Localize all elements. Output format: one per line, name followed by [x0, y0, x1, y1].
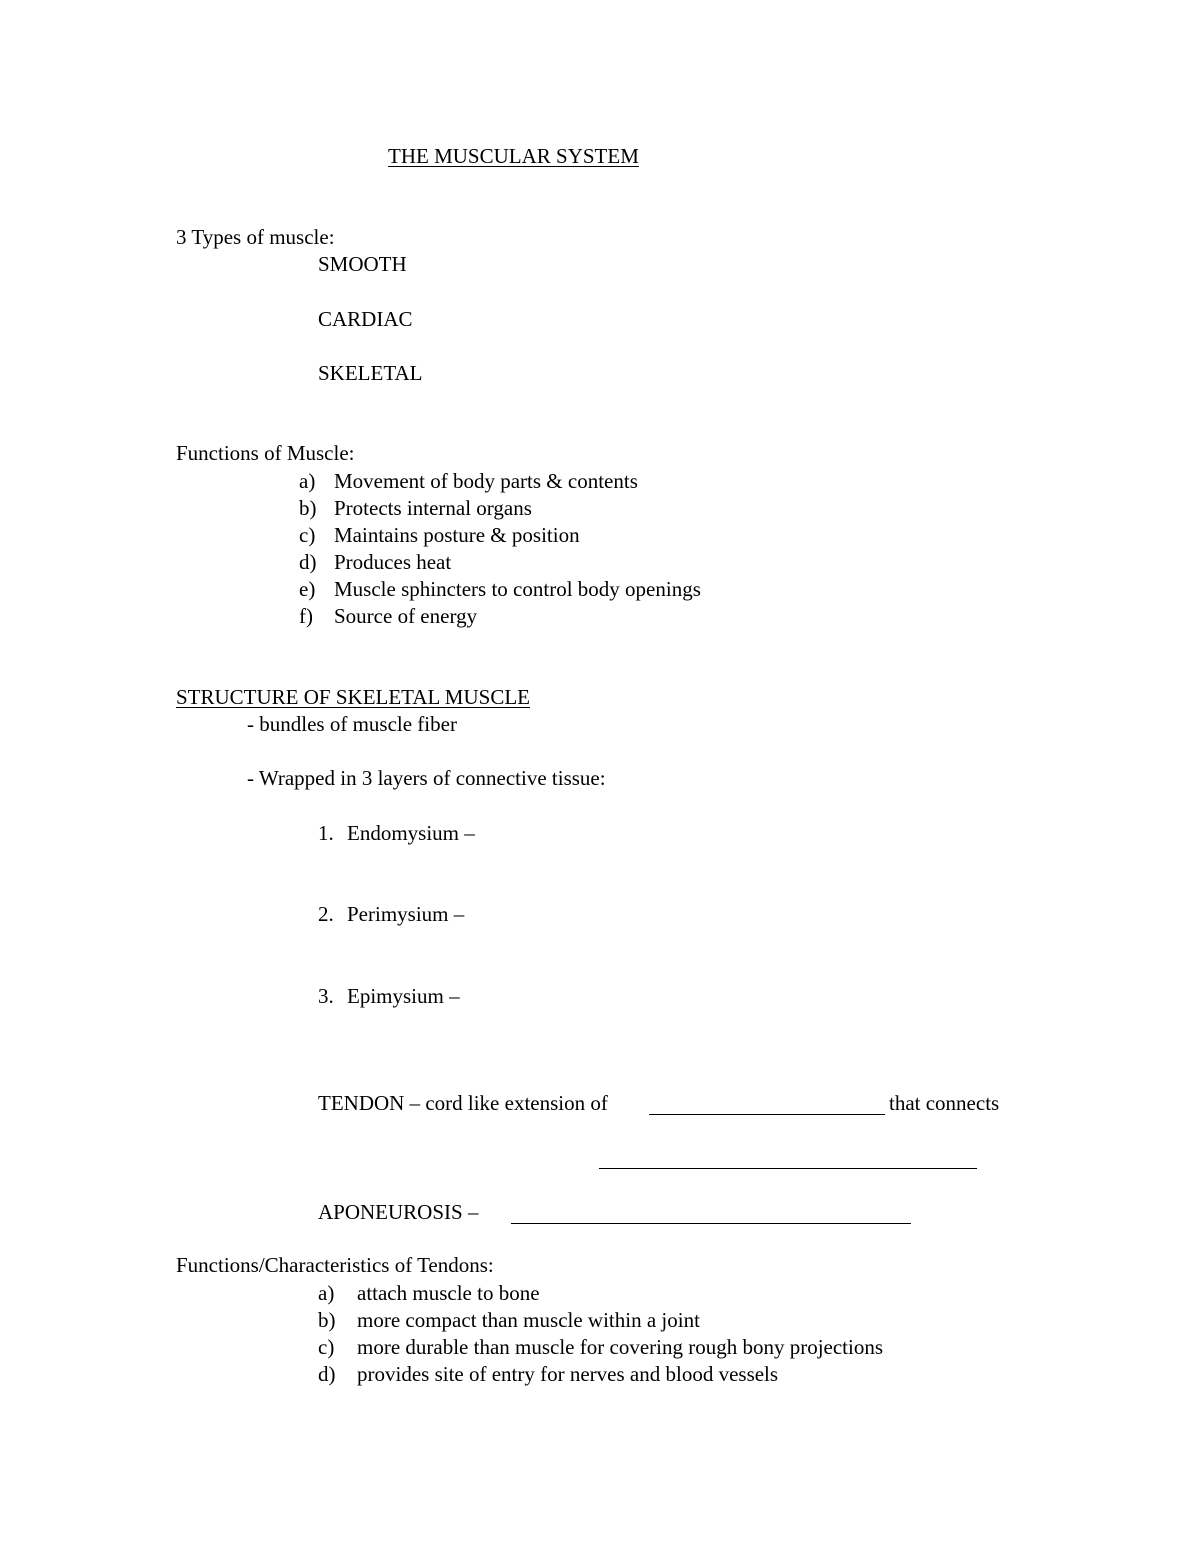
tendon-function-item: [318, 1283, 540, 1304]
muscle-type-cardiac: CARDIAC: [318, 307, 413, 331]
layer-number: 1.: [318, 821, 334, 845]
function-item: [299, 498, 532, 519]
tendon-function-item: [318, 1337, 883, 1358]
layer-item-epimysium: [318, 986, 460, 1007]
list-marker: c): [299, 523, 316, 547]
tendon-function-text: more durable than muscle for covering rough bony projections: [357, 1335, 884, 1359]
aponeurosis-blank-line: [511, 1223, 911, 1224]
tendon-function-item: [318, 1364, 778, 1385]
list-marker: a): [318, 1281, 335, 1305]
layer-number: 3.: [318, 984, 334, 1008]
list-marker: f): [299, 604, 313, 628]
layer-label: Endomysium –: [347, 821, 475, 845]
tendon-function-text: provides site of entry for nerves and blood vessels: [357, 1362, 779, 1386]
list-marker: d): [299, 550, 317, 574]
function-text: Maintains posture & position: [334, 523, 580, 547]
page-title: THE MUSCULAR SYSTEM: [388, 144, 639, 168]
tendon-blank-line: [649, 1114, 885, 1115]
functions-heading: Functions of Muscle:: [176, 441, 355, 465]
layer-label: Perimysium –: [347, 902, 465, 926]
aponeurosis-label: APONEUROSIS –: [318, 1200, 479, 1224]
tendon-functions-heading: Functions/Characteristics of Tendons:: [176, 1253, 494, 1277]
structure-note: - bundles of muscle fiber: [247, 712, 457, 736]
tendon-definition-tail: that connects: [889, 1091, 1000, 1115]
layer-label: Epimysium –: [347, 984, 460, 1008]
list-marker: a): [299, 469, 316, 493]
function-item: [299, 552, 451, 573]
function-item: [299, 471, 638, 492]
function-text: Protects internal organs: [334, 496, 532, 520]
function-item: [299, 579, 701, 600]
muscle-type-smooth: SMOOTH: [318, 252, 407, 276]
function-item: [299, 606, 477, 627]
function-text: Produces heat: [334, 550, 452, 574]
structure-heading: STRUCTURE OF SKELETAL MUSCLE: [176, 685, 530, 709]
function-text: Source of energy: [334, 604, 478, 628]
layer-number: 2.: [318, 902, 334, 926]
function-item: [299, 525, 580, 546]
tendon-definition: TENDON – cord like extension of: [318, 1091, 608, 1115]
muscle-type-skeletal: SKELETAL: [318, 361, 423, 385]
tendon-function-text: attach muscle to bone: [357, 1281, 540, 1305]
list-marker: b): [318, 1308, 336, 1332]
tendon-function-item: [318, 1310, 700, 1331]
layer-item-endomysium: [318, 823, 475, 844]
tendon-blank-line-2: [599, 1168, 977, 1169]
list-marker: c): [318, 1335, 335, 1359]
list-marker: d): [318, 1362, 336, 1386]
list-marker: e): [299, 577, 316, 601]
tendon-function-text: more compact than muscle within a joint: [357, 1308, 700, 1332]
function-text: Muscle sphincters to control body openings: [334, 577, 701, 601]
list-marker: b): [299, 496, 317, 520]
layer-item-perimysium: [318, 904, 464, 925]
function-text: Movement of body parts & contents: [334, 469, 638, 493]
structure-note: - Wrapped in 3 layers of connective tissue:: [247, 766, 606, 790]
types-heading: 3 Types of muscle:: [176, 225, 335, 249]
